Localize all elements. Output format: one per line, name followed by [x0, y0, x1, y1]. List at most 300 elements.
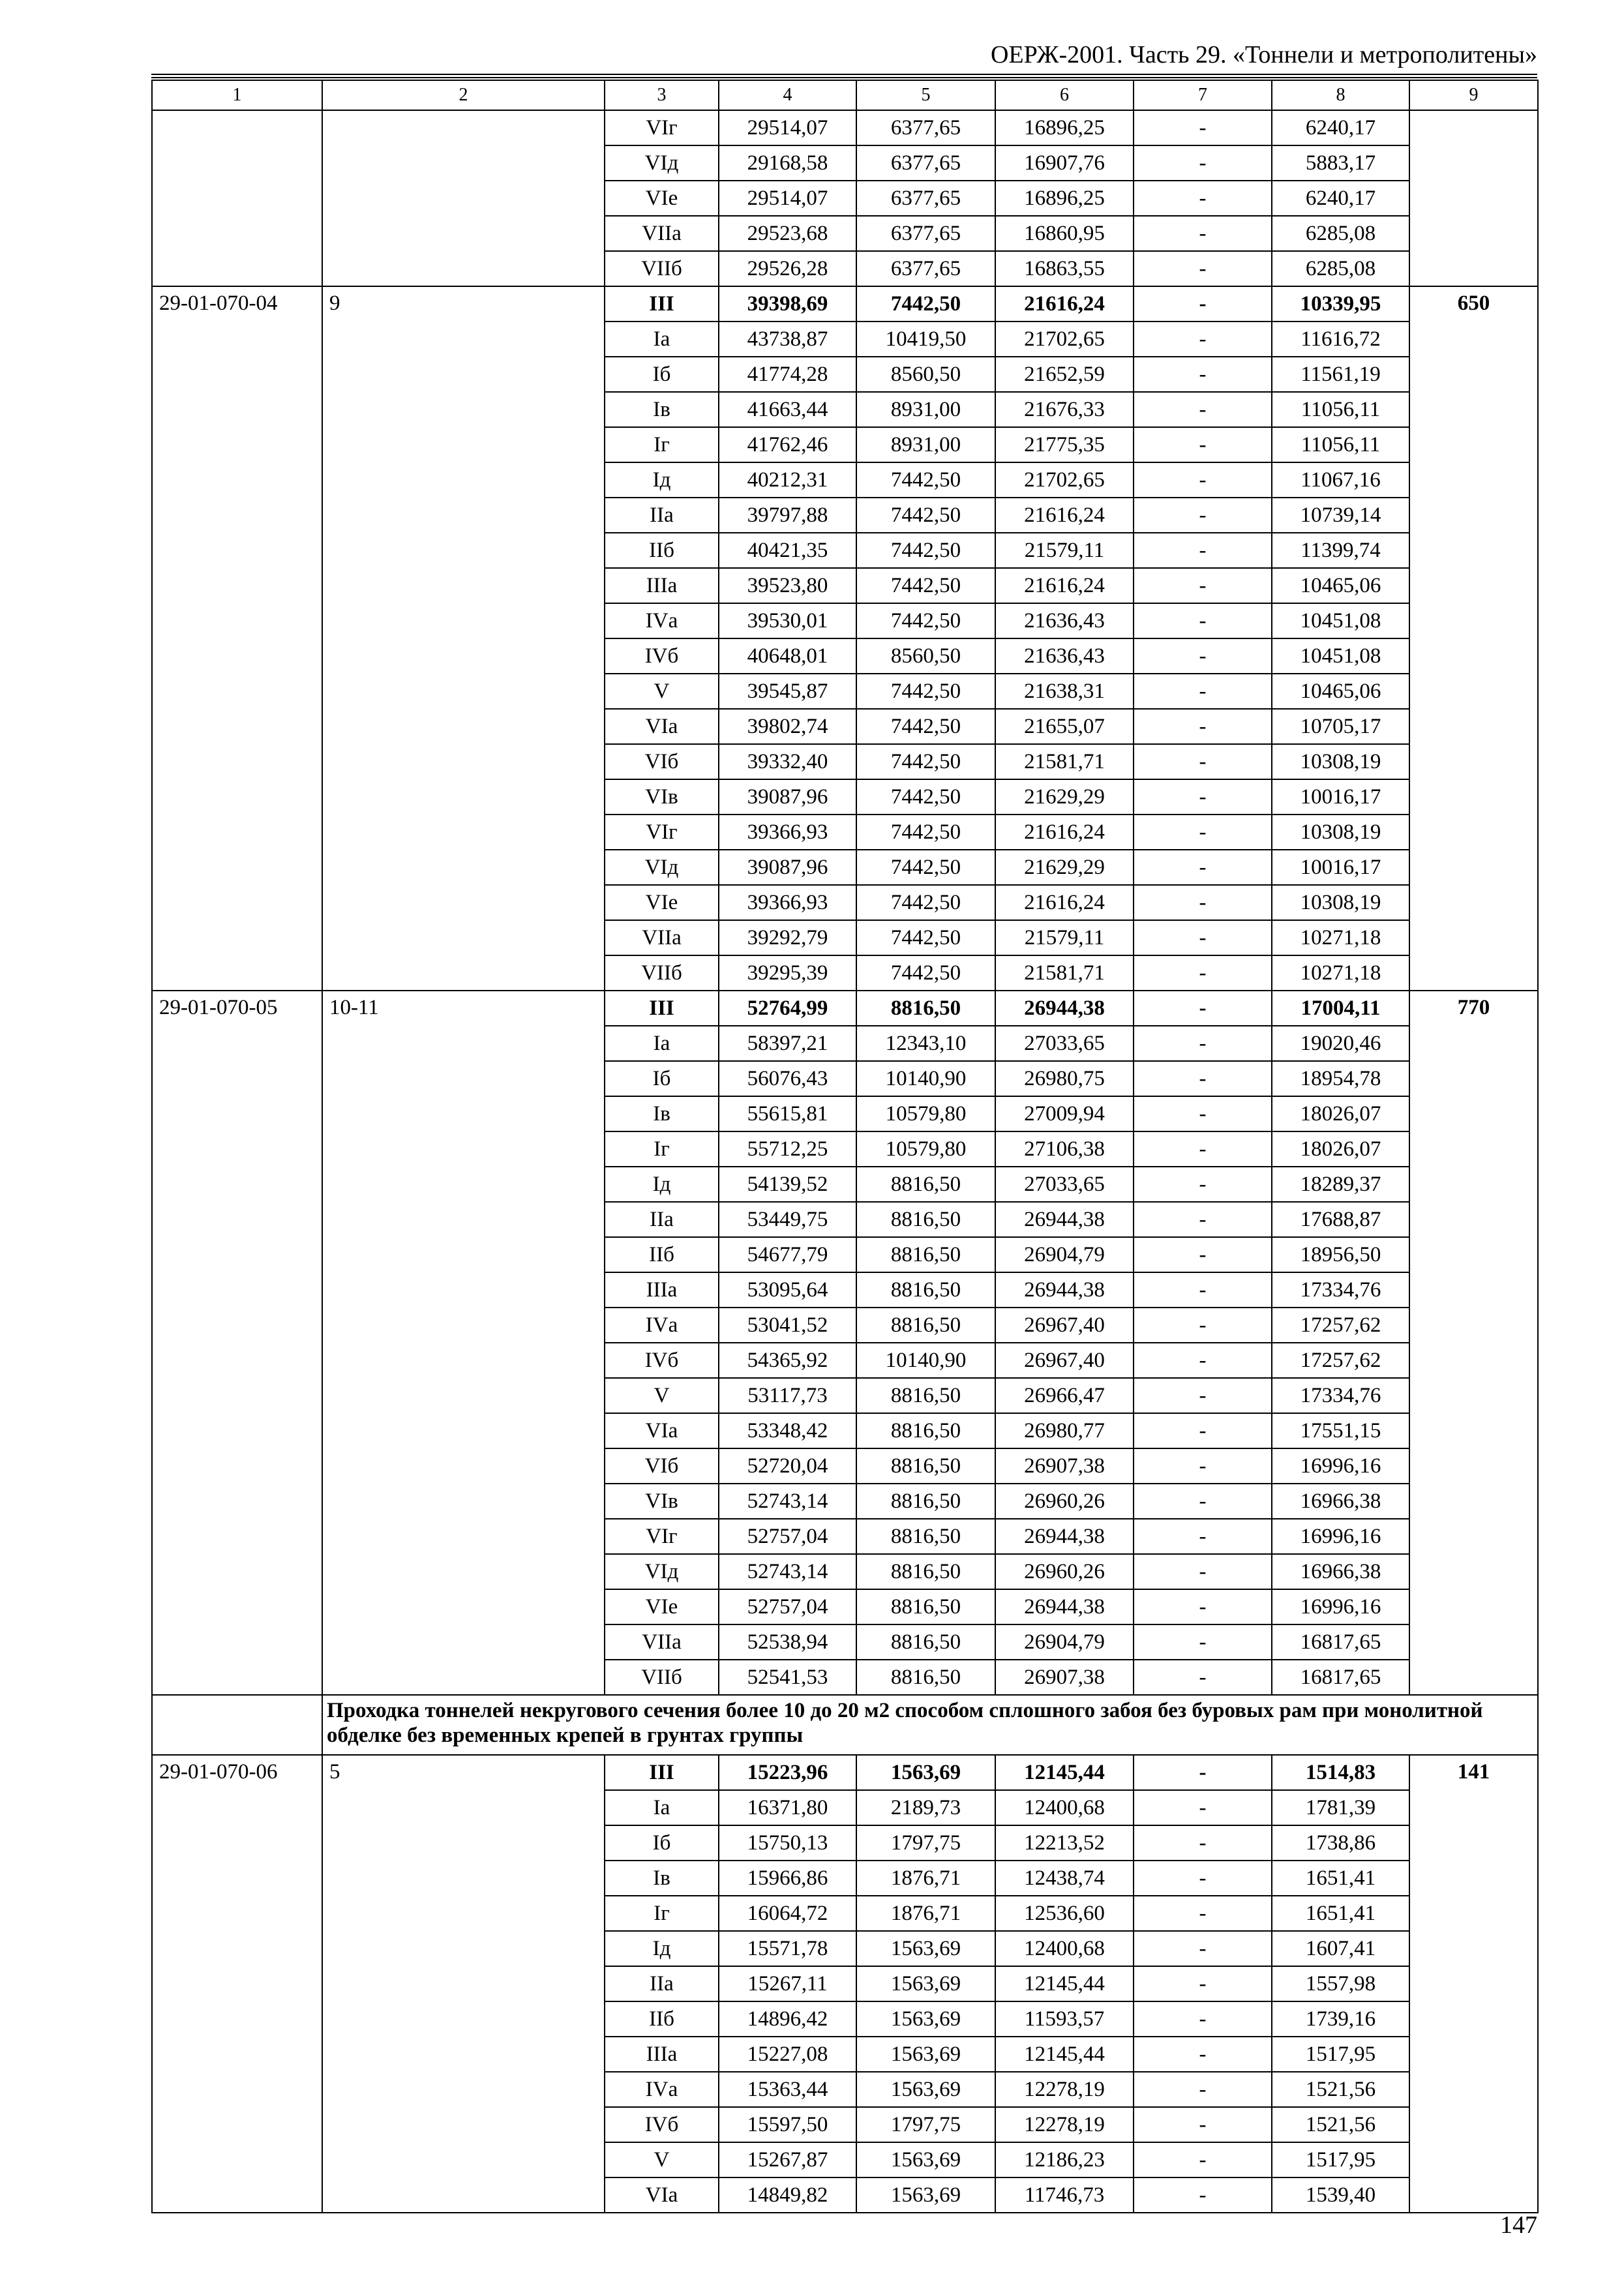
soil-group: VIд — [605, 145, 719, 181]
machine-operation: 26944,38 — [995, 1272, 1134, 1308]
materials: 6240,17 — [1272, 181, 1409, 216]
soil-group: Iа — [605, 1026, 719, 1061]
total-cost: 58397,21 — [719, 1026, 856, 1061]
machine-operation: 21579,11 — [995, 533, 1134, 568]
machine-operation: 21636,43 — [995, 603, 1134, 638]
driver-wages: - — [1134, 251, 1272, 286]
total-cost: 40421,35 — [719, 533, 856, 568]
wages: 8816,50 — [856, 1589, 995, 1624]
driver-wages: - — [1134, 1272, 1272, 1308]
soil-group: VIг — [605, 815, 719, 850]
driver-wages: - — [1134, 1589, 1272, 1624]
driver-wages: - — [1134, 2037, 1272, 2072]
materials: 16817,65 — [1272, 1624, 1409, 1660]
materials: 11067,16 — [1272, 462, 1409, 498]
total-cost: 16371,80 — [719, 1790, 856, 1825]
machine-operation: 21636,43 — [995, 638, 1134, 674]
materials: 17004,11 — [1272, 991, 1409, 1026]
wages: 1797,75 — [856, 2107, 995, 2142]
machine-operation: 21616,24 — [995, 498, 1134, 533]
soil-group: IVа — [605, 603, 719, 638]
materials: 10271,18 — [1272, 955, 1409, 991]
materials: 10271,18 — [1272, 920, 1409, 955]
column-number-row — [152, 80, 1538, 110]
total-cost: 15966,86 — [719, 1861, 856, 1896]
labor-cost — [1409, 110, 1538, 286]
materials: 10016,17 — [1272, 850, 1409, 885]
total-cost: 39366,93 — [719, 815, 856, 850]
wages: 7442,50 — [856, 533, 995, 568]
soil-group: Iв — [605, 392, 719, 427]
wages: 1563,69 — [856, 2037, 995, 2072]
column-number: 9 — [1409, 80, 1538, 110]
soil-group: VIг — [605, 1519, 719, 1554]
rate-code: 29-01-070-04 — [152, 286, 322, 991]
wages: 8816,50 — [856, 1272, 995, 1308]
labor-cost: 141 — [1409, 1755, 1538, 2213]
wages: 6377,65 — [856, 181, 995, 216]
total-cost: 29514,07 — [719, 110, 856, 145]
driver-wages: - — [1134, 1202, 1272, 1237]
materials: 1738,86 — [1272, 1825, 1409, 1861]
column-number: 3 — [605, 80, 719, 110]
machine-operation: 26967,40 — [995, 1343, 1134, 1378]
materials: 10308,19 — [1272, 744, 1409, 779]
soil-group: IVа — [605, 1308, 719, 1343]
machine-operation: 12400,68 — [995, 1790, 1134, 1825]
driver-wages: - — [1134, 709, 1272, 744]
total-cost: 41762,46 — [719, 427, 856, 462]
soil-group: III — [605, 991, 719, 1026]
wages: 1563,69 — [856, 2177, 995, 2213]
materials: 18956,50 — [1272, 1237, 1409, 1272]
wages: 1876,71 — [856, 1896, 995, 1931]
soil-group: VIв — [605, 1484, 719, 1519]
total-cost: 39398,69 — [719, 286, 856, 322]
soil-group: VIг — [605, 110, 719, 145]
materials: 10308,19 — [1272, 815, 1409, 850]
materials: 1539,40 — [1272, 2177, 1409, 2213]
soil-group: VIIб — [605, 955, 719, 991]
driver-wages: - — [1134, 1061, 1272, 1096]
driver-wages: - — [1134, 322, 1272, 357]
machine-operation: 21702,65 — [995, 322, 1134, 357]
driver-wages: - — [1134, 2177, 1272, 2213]
materials: 1607,41 — [1272, 1931, 1409, 1966]
wages: 8816,50 — [856, 1624, 995, 1660]
machine-operation: 12186,23 — [995, 2142, 1134, 2177]
wages: 7442,50 — [856, 920, 995, 955]
machine-operation: 12278,19 — [995, 2107, 1134, 2142]
total-cost: 52743,14 — [719, 1484, 856, 1519]
total-cost: 54677,79 — [719, 1237, 856, 1272]
wages: 8816,50 — [856, 1167, 995, 1202]
total-cost: 52720,04 — [719, 1448, 856, 1484]
dimension — [322, 110, 605, 286]
total-cost: 15750,13 — [719, 1825, 856, 1861]
driver-wages: - — [1134, 498, 1272, 533]
soil-group: Iг — [605, 1896, 719, 1931]
driver-wages: - — [1134, 462, 1272, 498]
driver-wages: - — [1134, 638, 1272, 674]
machine-operation: 12278,19 — [995, 2072, 1134, 2107]
materials: 16817,65 — [1272, 1660, 1409, 1695]
soil-group: III — [605, 1755, 719, 1790]
machine-operation: 26960,26 — [995, 1554, 1134, 1589]
total-cost: 16064,72 — [719, 1896, 856, 1931]
machine-operation: 21629,29 — [995, 850, 1134, 885]
materials: 10705,17 — [1272, 709, 1409, 744]
total-cost: 29168,58 — [719, 145, 856, 181]
machine-operation: 16863,55 — [995, 251, 1134, 286]
driver-wages: - — [1134, 1096, 1272, 1131]
machine-operation: 21629,29 — [995, 779, 1134, 815]
materials: 1517,95 — [1272, 2037, 1409, 2072]
total-cost: 39087,96 — [719, 779, 856, 815]
column-number: 6 — [995, 80, 1134, 110]
driver-wages: - — [1134, 2001, 1272, 2037]
materials: 1521,56 — [1272, 2107, 1409, 2142]
total-cost: 39530,01 — [719, 603, 856, 638]
total-cost: 52541,53 — [719, 1660, 856, 1695]
materials: 10339,95 — [1272, 286, 1409, 322]
soil-group: Iб — [605, 1061, 719, 1096]
section-caption-row — [152, 1695, 1538, 1755]
rate-code: 29-01-070-06 — [152, 1755, 322, 2213]
wages: 1797,75 — [856, 1825, 995, 1861]
soil-group: VIе — [605, 885, 719, 920]
total-cost: 15227,08 — [719, 2037, 856, 2072]
soil-group: Iа — [605, 1790, 719, 1825]
soil-group: VIв — [605, 779, 719, 815]
soil-group: IIб — [605, 1237, 719, 1272]
wages: 8816,50 — [856, 1554, 995, 1589]
driver-wages: - — [1134, 110, 1272, 145]
wages: 2189,73 — [856, 1790, 995, 1825]
wages: 8816,50 — [856, 1448, 995, 1484]
total-cost: 43738,87 — [719, 322, 856, 357]
wages: 1563,69 — [856, 2142, 995, 2177]
total-cost: 15597,50 — [719, 2107, 856, 2142]
driver-wages: - — [1134, 991, 1272, 1026]
total-cost: 39332,40 — [719, 744, 856, 779]
wages: 10140,90 — [856, 1061, 995, 1096]
header-rule — [151, 74, 1537, 78]
materials: 16966,38 — [1272, 1484, 1409, 1519]
materials: 10465,06 — [1272, 568, 1409, 603]
soil-group: IIб — [605, 2001, 719, 2037]
table-row — [152, 991, 1538, 1026]
soil-group: IIа — [605, 1966, 719, 2001]
rate-code — [152, 110, 322, 286]
table-row — [152, 110, 1538, 145]
wages: 8816,50 — [856, 1660, 995, 1695]
labor-cost: 650 — [1409, 286, 1538, 991]
soil-group: Iг — [605, 427, 719, 462]
total-cost: 39295,39 — [719, 955, 856, 991]
machine-operation: 26944,38 — [995, 1589, 1134, 1624]
wages: 10419,50 — [856, 322, 995, 357]
machine-operation: 26966,47 — [995, 1378, 1134, 1413]
soil-group: Iб — [605, 357, 719, 392]
wages: 7442,50 — [856, 955, 995, 991]
machine-operation: 21775,35 — [995, 427, 1134, 462]
wages: 6377,65 — [856, 251, 995, 286]
total-cost: 40212,31 — [719, 462, 856, 498]
section-caption: Проходка тоннелей некругового сечения более 10 до 20 м2 способом сплошного забоя без буровых рам при монолитной обделке без временных крепей в грунтах группы — [322, 1695, 1538, 1755]
column-number: 1 — [152, 80, 322, 110]
materials: 16996,16 — [1272, 1448, 1409, 1484]
wages: 8816,50 — [856, 1484, 995, 1519]
driver-wages: - — [1134, 2072, 1272, 2107]
materials: 1781,39 — [1272, 1790, 1409, 1825]
materials: 5883,17 — [1272, 145, 1409, 181]
machine-operation: 16860,95 — [995, 216, 1134, 251]
rates-table-body — [152, 80, 1538, 2213]
driver-wages: - — [1134, 1790, 1272, 1825]
materials: 10465,06 — [1272, 674, 1409, 709]
driver-wages: - — [1134, 1660, 1272, 1695]
machine-operation: 11746,73 — [995, 2177, 1134, 2213]
machine-operation: 26960,26 — [995, 1484, 1134, 1519]
total-cost: 39292,79 — [719, 920, 856, 955]
total-cost: 29526,28 — [719, 251, 856, 286]
machine-operation: 21652,59 — [995, 357, 1134, 392]
driver-wages: - — [1134, 1026, 1272, 1061]
soil-group: IVб — [605, 638, 719, 674]
total-cost: 15267,11 — [719, 1966, 856, 2001]
total-cost: 39802,74 — [719, 709, 856, 744]
column-number: 5 — [856, 80, 995, 110]
driver-wages: - — [1134, 955, 1272, 991]
soil-group: Iд — [605, 1167, 719, 1202]
driver-wages: - — [1134, 603, 1272, 638]
soil-group: VIа — [605, 2177, 719, 2213]
machine-operation: 21616,24 — [995, 815, 1134, 850]
table-row — [152, 1755, 1538, 1790]
wages: 1563,69 — [856, 1931, 995, 1966]
materials: 16966,38 — [1272, 1554, 1409, 1589]
total-cost: 41663,44 — [719, 392, 856, 427]
driver-wages: - — [1134, 744, 1272, 779]
driver-wages: - — [1134, 1519, 1272, 1554]
driver-wages: - — [1134, 1308, 1272, 1343]
materials: 18026,07 — [1272, 1096, 1409, 1131]
materials: 10016,17 — [1272, 779, 1409, 815]
driver-wages: - — [1134, 1378, 1272, 1413]
machine-operation: 21702,65 — [995, 462, 1134, 498]
machine-operation: 16896,25 — [995, 181, 1134, 216]
machine-operation: 27033,65 — [995, 1167, 1134, 1202]
wages: 8816,50 — [856, 1237, 995, 1272]
wages: 10140,90 — [856, 1343, 995, 1378]
materials: 1517,95 — [1272, 2142, 1409, 2177]
materials: 6285,08 — [1272, 251, 1409, 286]
wages: 1876,71 — [856, 1861, 995, 1896]
driver-wages: - — [1134, 427, 1272, 462]
driver-wages: - — [1134, 1413, 1272, 1448]
materials: 1651,41 — [1272, 1861, 1409, 1896]
machine-operation: 21655,07 — [995, 709, 1134, 744]
wages: 7442,50 — [856, 709, 995, 744]
machine-operation: 26907,38 — [995, 1660, 1134, 1695]
driver-wages: - — [1134, 1554, 1272, 1589]
total-cost: 52743,14 — [719, 1554, 856, 1589]
total-cost: 53449,75 — [719, 1202, 856, 1237]
driver-wages: - — [1134, 1931, 1272, 1966]
soil-group: VIIб — [605, 1660, 719, 1695]
wages: 8931,00 — [856, 427, 995, 462]
soil-group: VIб — [605, 744, 719, 779]
wages: 8931,00 — [856, 392, 995, 427]
machine-operation: 21616,24 — [995, 568, 1134, 603]
wages: 8560,50 — [856, 357, 995, 392]
machine-operation: 26904,79 — [995, 1624, 1134, 1660]
driver-wages: - — [1134, 2142, 1272, 2177]
soil-group: Iб — [605, 1825, 719, 1861]
driver-wages: - — [1134, 286, 1272, 322]
materials: 1739,16 — [1272, 2001, 1409, 2037]
materials: 19020,46 — [1272, 1026, 1409, 1061]
driver-wages: - — [1134, 568, 1272, 603]
machine-operation: 26907,38 — [995, 1448, 1134, 1484]
driver-wages: - — [1134, 1343, 1272, 1378]
soil-group: VIIа — [605, 920, 719, 955]
machine-operation: 26944,38 — [995, 1202, 1134, 1237]
soil-group: Iв — [605, 1096, 719, 1131]
driver-wages: - — [1134, 1131, 1272, 1167]
driver-wages: - — [1134, 1484, 1272, 1519]
materials: 11616,72 — [1272, 322, 1409, 357]
driver-wages: - — [1134, 1755, 1272, 1790]
labor-cost: 770 — [1409, 991, 1538, 1695]
materials: 1557,98 — [1272, 1966, 1409, 2001]
total-cost: 39523,80 — [719, 568, 856, 603]
soil-group: Iг — [605, 1131, 719, 1167]
wages: 12343,10 — [856, 1026, 995, 1061]
rates-table — [151, 80, 1539, 2213]
wages: 8816,50 — [856, 1413, 995, 1448]
materials: 17334,76 — [1272, 1272, 1409, 1308]
wages: 7442,50 — [856, 850, 995, 885]
wages: 7442,50 — [856, 462, 995, 498]
wages: 1563,69 — [856, 1966, 995, 2001]
wages: 10579,80 — [856, 1096, 995, 1131]
machine-operation: 27009,94 — [995, 1096, 1134, 1131]
driver-wages: - — [1134, 920, 1272, 955]
total-cost: 53117,73 — [719, 1378, 856, 1413]
soil-group: IIIа — [605, 2037, 719, 2072]
materials: 18026,07 — [1272, 1131, 1409, 1167]
driver-wages: - — [1134, 533, 1272, 568]
dimension: 5 — [322, 1755, 605, 2213]
soil-group: VIб — [605, 1448, 719, 1484]
wages: 7442,50 — [856, 603, 995, 638]
wages: 8816,50 — [856, 1519, 995, 1554]
driver-wages: - — [1134, 779, 1272, 815]
soil-group: Iд — [605, 462, 719, 498]
machine-operation: 26944,38 — [995, 991, 1134, 1026]
soil-group: VIе — [605, 1589, 719, 1624]
soil-group: IVб — [605, 2107, 719, 2142]
soil-group: IIIа — [605, 568, 719, 603]
driver-wages: - — [1134, 674, 1272, 709]
soil-group: VIIа — [605, 216, 719, 251]
soil-group: VIа — [605, 709, 719, 744]
total-cost: 54139,52 — [719, 1167, 856, 1202]
soil-group: VIд — [605, 1554, 719, 1589]
soil-group: Iа — [605, 322, 719, 357]
total-cost: 52538,94 — [719, 1624, 856, 1660]
soil-group: IIIа — [605, 1272, 719, 1308]
driver-wages: - — [1134, 815, 1272, 850]
materials: 17257,62 — [1272, 1343, 1409, 1378]
wages: 8816,50 — [856, 991, 995, 1026]
total-cost: 40648,01 — [719, 638, 856, 674]
wages: 6377,65 — [856, 145, 995, 181]
wages: 1563,69 — [856, 2072, 995, 2107]
total-cost: 41774,28 — [719, 357, 856, 392]
materials: 11056,11 — [1272, 392, 1409, 427]
soil-group: VIа — [605, 1413, 719, 1448]
machine-operation: 26980,77 — [995, 1413, 1134, 1448]
materials: 17551,15 — [1272, 1413, 1409, 1448]
driver-wages: - — [1134, 1825, 1272, 1861]
machine-operation: 11593,57 — [995, 2001, 1134, 2037]
driver-wages: - — [1134, 1966, 1272, 2001]
materials: 1521,56 — [1272, 2072, 1409, 2107]
materials: 6240,17 — [1272, 110, 1409, 145]
total-cost: 15223,96 — [719, 1755, 856, 1790]
machine-operation: 12145,44 — [995, 1966, 1134, 2001]
materials: 1651,41 — [1272, 1896, 1409, 1931]
driver-wages: - — [1134, 1448, 1272, 1484]
machine-operation: 12213,52 — [995, 1825, 1134, 1861]
dimension: 10-11 — [322, 991, 605, 1695]
wages: 7442,50 — [856, 744, 995, 779]
driver-wages: - — [1134, 1167, 1272, 1202]
column-number: 4 — [719, 80, 856, 110]
soil-group: IIа — [605, 1202, 719, 1237]
driver-wages: - — [1134, 885, 1272, 920]
materials: 16996,16 — [1272, 1589, 1409, 1624]
wages: 8816,50 — [856, 1378, 995, 1413]
soil-group: IVб — [605, 1343, 719, 1378]
soil-group: Iв — [605, 1861, 719, 1896]
caption-spacer — [152, 1695, 322, 1755]
machine-operation: 21581,71 — [995, 955, 1134, 991]
machine-operation: 26980,75 — [995, 1061, 1134, 1096]
driver-wages: - — [1134, 392, 1272, 427]
soil-group: VIIб — [605, 251, 719, 286]
driver-wages: - — [1134, 1624, 1272, 1660]
total-cost: 53095,64 — [719, 1272, 856, 1308]
materials: 17334,76 — [1272, 1378, 1409, 1413]
total-cost: 29514,07 — [719, 181, 856, 216]
total-cost: 14849,82 — [719, 2177, 856, 2213]
total-cost: 15267,87 — [719, 2142, 856, 2177]
soil-group: IIа — [605, 498, 719, 533]
machine-operation: 26967,40 — [995, 1308, 1134, 1343]
driver-wages: - — [1134, 1237, 1272, 1272]
total-cost: 14896,42 — [719, 2001, 856, 2037]
wages: 7442,50 — [856, 498, 995, 533]
wages: 6377,65 — [856, 110, 995, 145]
materials: 10451,08 — [1272, 638, 1409, 674]
total-cost: 15363,44 — [719, 2072, 856, 2107]
machine-operation: 27106,38 — [995, 1131, 1134, 1167]
column-number: 7 — [1134, 80, 1272, 110]
